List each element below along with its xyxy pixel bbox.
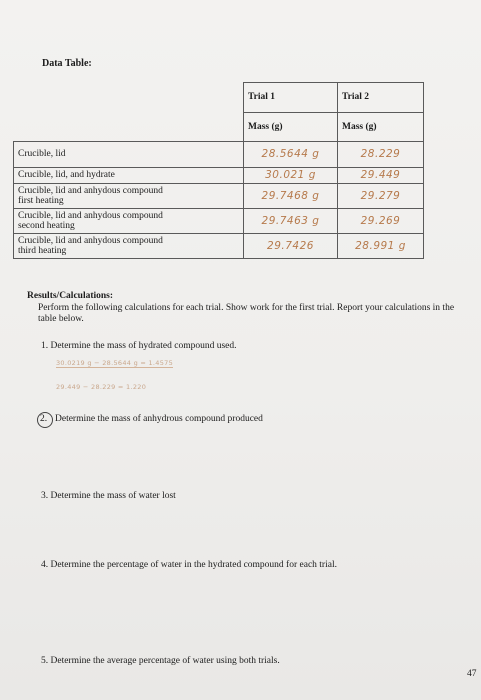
row-label: Crucible, lid and anhydous compound third heating [14,234,244,259]
data-table [13,82,424,259]
question-5: 5. Determine the average percentage of water using both trials. [41,656,280,666]
trial2-value: 28.991 g [338,234,424,259]
trial1-value: 29.7463 g [244,209,338,234]
question-1: 1. Determine the mass of hydrated compound used. [41,341,237,351]
question-2-number: 2. [40,414,48,424]
handwritten-work-line2: 29.449 − 28.229 = 1.220 [56,383,147,391]
results-instructions: Perform the following calculations for each trial. Show work for the first trial. Report your calculations in the table below. [38,302,455,324]
data-table-title: Data Table: [42,58,92,69]
trial1-header: Trial 1 [244,83,338,113]
trial2-value: 29.269 [338,209,424,234]
question-4: 4. Determine the percentage of water in the hydrated compound for each trial. [41,560,337,570]
table-corner [14,83,244,113]
trial1-value: 30.021 g [244,168,338,184]
table-corner [14,113,244,142]
question-2: Determine the mass of anhydrous compound produced [55,414,263,424]
row-label: Crucible, lid and anhydous compound first heating [14,184,244,209]
trial2-value: 29.279 [338,184,424,209]
results-section [27,291,457,326]
trial2-header: Trial 2 [338,83,424,113]
question-3: 3. Determine the mass of water lost [41,491,176,501]
trial2-value: 29.449 [338,168,424,184]
trial2-value: 28.229 [338,142,424,168]
row-label: Crucible, lid, and hydrate [14,168,244,184]
trial2-unit: Mass (g) [338,113,424,142]
row-label: Crucible, lid and anhydous compound second heating [14,209,244,234]
row-label: Crucible, lid [14,142,244,168]
results-heading: Results/Calculations: [27,291,114,301]
handwritten-work-line1: 30.0219 g − 28.5644 g = 1.4575 [56,359,174,367]
trial1-value: 29.7468 g [244,184,338,209]
page-number: 47 [467,669,477,679]
trial1-value: 28.5644 g [244,142,338,168]
trial1-unit: Mass (g) [244,113,338,142]
trial1-value: 29.7426 [244,234,338,259]
